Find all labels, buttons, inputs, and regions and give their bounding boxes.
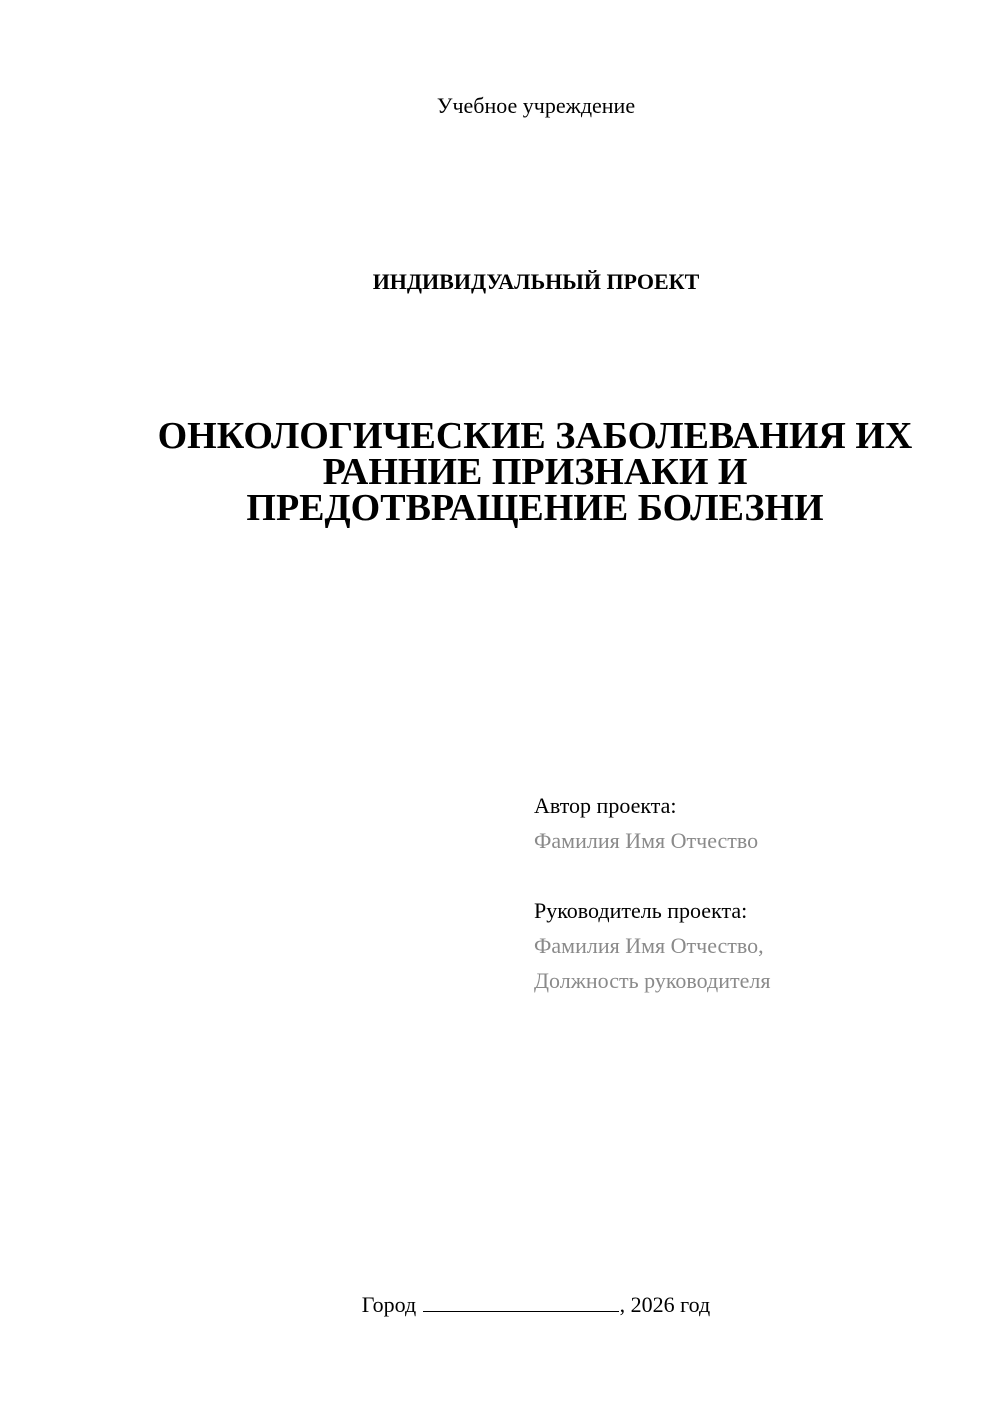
author-label: Автор проекта: [534,793,677,818]
project-title [140,415,930,529]
supervisor-block [534,893,974,998]
city-year-line [0,1290,1000,1320]
project-title-line: ПРЕДОТВРАЩЕНИЕ БОЛЕЗНИ [246,487,824,529]
supervisor-name: Фамилия Имя Отчество, [534,933,764,958]
supervisor-label: Руководитель проекта: [534,898,748,923]
document-type: ИНДИВИДУАЛЬНЫЙ ПРОЕКТ [372,269,700,294]
city-label: Город [361,1292,417,1317]
project-title-line: РАННИЕ ПРИЗНАКИ И [322,451,748,493]
author-name: Фамилия Имя Отчество [534,828,759,853]
city-blank-line [423,1291,619,1312]
institution-name: Учебное учреждение [436,93,636,118]
year-text: , 2026 год [619,1292,711,1317]
project-title-line: ОНКОЛОГИЧЕСКИЕ ЗАБОЛЕВАНИЯ ИХ [157,415,913,457]
author-block [534,788,974,858]
supervisor-position: Должность руководителя [534,968,771,993]
